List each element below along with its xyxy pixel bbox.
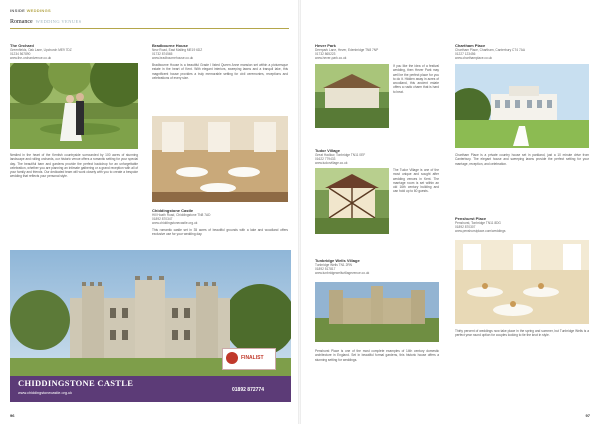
venue-chartham-description: Chartham Place is a private country house set in parkland, just a 10 minute drive from Canterbury. The elegant house and sweeping lawns provide the perfect setting for your marriage, reception, and celebration. bbox=[455, 153, 589, 166]
venue-website[interactable]: www.the-orchardvenue.co.uk bbox=[10, 56, 52, 60]
page-number-left: 96 bbox=[10, 413, 15, 418]
venue-phone: 01892 870347 bbox=[152, 217, 173, 221]
venue-phone: 01892 517817 bbox=[315, 267, 336, 271]
venue-hever-header bbox=[315, 43, 439, 60]
orchard-wedding-photo bbox=[10, 63, 138, 149]
venue-orchard-header bbox=[10, 43, 138, 60]
venue-address: Tunbridge Wells TN1 2RN bbox=[315, 263, 352, 267]
chartham-place-photo bbox=[455, 64, 589, 148]
tudor-village-photo bbox=[315, 168, 389, 234]
page-number-right: 97 bbox=[585, 413, 590, 418]
section-top-label: INSIDE WEDDINGS bbox=[10, 8, 51, 13]
left-page bbox=[0, 0, 299, 424]
right-page bbox=[301, 0, 600, 424]
penshurst-interior-photo bbox=[455, 240, 589, 324]
venue-website[interactable]: www.bradbournehouse.co.uk bbox=[152, 56, 194, 60]
venue-address: New Road, East Malling ME19 6DZ bbox=[152, 48, 203, 52]
hever-park-photo bbox=[315, 64, 389, 128]
venue-website[interactable]: www.tunbridgewellsvillagevenue.co.uk bbox=[315, 271, 370, 275]
bradbourne-interior-photo bbox=[152, 116, 288, 202]
venue-tunbridge-description: Thirty percent of weddings now take place in the spring and summer, but Tunbridge Wells is a perfect year round option for couples looking to tie the knot in style. bbox=[455, 329, 589, 338]
section-title: Romance WEDDING VENUES bbox=[10, 19, 82, 25]
venue-phone: 01227 123456 bbox=[455, 52, 476, 56]
castle-ad-phone: 01892 872774 bbox=[232, 387, 264, 393]
venue-website[interactable]: www.hever-park.co.uk bbox=[315, 56, 347, 60]
venue-tudor-header bbox=[315, 148, 439, 165]
venue-phone: 01732 865223 bbox=[315, 52, 336, 56]
venue-penshurst-description: Penshurst Place is one of the most complete examples of 14th century domestic architecture in England. Set in beautiful formal gardens, this historic house offers a stunning setting for weddings. bbox=[315, 349, 439, 362]
venue-name: Bradbourne House bbox=[152, 43, 189, 48]
venue-website[interactable]: www.charthamplace.co.uk bbox=[455, 56, 493, 60]
venue-name: Tudor Village bbox=[315, 148, 340, 153]
venue-address: Penshurst, Tonbridge TN11 8DG bbox=[455, 221, 501, 225]
venue-address: Chartham Place, Chartham, Canterbury CT4 7AA bbox=[455, 48, 525, 52]
venue-name: The Orchard bbox=[10, 43, 34, 48]
venue-name: Tunbridge Wells Village bbox=[315, 258, 360, 263]
title-rule bbox=[10, 28, 289, 29]
venue-website[interactable]: www.penshurstplace.com/weddings bbox=[455, 229, 506, 233]
venue-description: Bradbourne House is a beautiful Grade I listed Queen Anne mansion set within a picturesque estate in the heart of Kent. With elegant interiors, sweeping lawns and a tranquil lake, this magnificent house provides a truly memorable setting for civil ceremonies, receptions and celebrations of every size. bbox=[152, 63, 288, 80]
castle-ad-website[interactable]: www.chiddingstonecastle.org.uk bbox=[18, 391, 73, 395]
venue-address: Great Hadlow, Tonbridge TN11 0EF bbox=[315, 153, 366, 157]
venue-chiddingstone-block bbox=[152, 208, 288, 237]
venue-name: Hever Park bbox=[315, 43, 336, 48]
venue-tudor-description: The Tudor Village is one of the most unique and sought after wedding venues in Kent. The marriage room is set within an old 16th century building and can hold up to 60 guests. bbox=[393, 168, 439, 194]
venue-penshurst-header bbox=[455, 216, 589, 233]
venue-address: Deerpark Lane, Hever, Edenbridge TN8 7NP bbox=[315, 48, 379, 52]
venue-name: Chartham Place bbox=[455, 43, 486, 48]
venue-phone: 01622 779433 bbox=[315, 157, 336, 161]
award-badge bbox=[222, 348, 276, 370]
award-ribbon-icon bbox=[226, 352, 238, 364]
venue-website[interactable]: www.tudorvillage.co.uk bbox=[315, 161, 348, 165]
venue-hever-description: If you like the idea of a festival wedding, then Hever Park may well be the perfect place for you to do it. Hidden away in acres of woodland, this ancient estate offers a rustic charm that is hard to beat. bbox=[393, 64, 439, 94]
chiddingstone-castle-ad bbox=[10, 250, 291, 402]
venue-phone: 01732 874565 bbox=[152, 52, 173, 56]
venue-chartham-header bbox=[455, 43, 589, 60]
venue-tunbridge-header bbox=[315, 258, 439, 275]
venue-phone: 01892 870307 bbox=[455, 225, 476, 229]
award-text: FINALIST bbox=[241, 355, 264, 361]
venue-phone: 01234 567890 bbox=[10, 52, 31, 56]
venue-website[interactable]: www.chiddingstonecastle.org.uk bbox=[152, 221, 198, 225]
castle-ad-name: CHIDDINGSTONE CASTLE bbox=[18, 378, 134, 388]
venue-name: Penshurst Place bbox=[455, 216, 487, 221]
venue-description: This romantic castle set in 35 acres of beautiful grounds with a lake and woodland offers exclusive use for your wedding day. bbox=[152, 228, 288, 237]
venue-name: Chiddingstone Castle bbox=[152, 208, 194, 213]
venue-orchard-description: Nestled in the heart of the Kentish countryside surrounded by 100 acres of stunning landscape and rolling orchards, our historic venue offers a romantic setting for your special day. The beautiful barn and gardens provide the perfect backdrop for an unforgettable celebration, whether you are planning an intimate gathering or a grand reception with all of your family and friends. Our dedicated team will work closely with you to create a bespoke wedding that reflects your personal style. bbox=[10, 153, 138, 179]
venue-address: Hill Hoath Road, Chiddingstone TN8 7AD bbox=[152, 213, 211, 217]
venue-bradbourne-block bbox=[152, 43, 288, 80]
penshurst-place-photo bbox=[315, 282, 439, 342]
venue-address: Greenfields, Oak Lane, Upchurch ME9 7DZ bbox=[10, 48, 72, 52]
